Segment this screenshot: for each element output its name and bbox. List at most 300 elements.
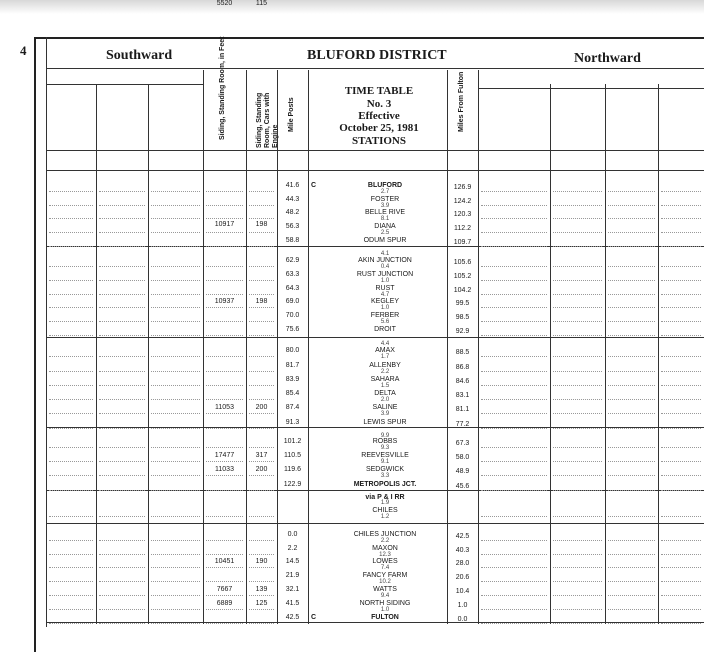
row-rule: [49, 294, 93, 295]
distance-label: 1.0: [380, 607, 390, 613]
row-rule: [206, 321, 243, 322]
station-name: LEWIS SPUR: [363, 419, 407, 426]
siding-feet: 11053: [215, 404, 234, 411]
distance-label: 1.0: [380, 305, 390, 311]
row-rule: [49, 191, 93, 192]
mile-post: 41.6: [285, 182, 300, 189]
distance-label: 2.5: [380, 230, 390, 236]
distance-label: 0.4: [380, 264, 390, 270]
siding-cars: 317: [255, 452, 268, 459]
row-rule: [553, 356, 602, 357]
row-rule: [608, 554, 655, 555]
row-rule: [553, 232, 602, 233]
row-rule: [608, 413, 655, 414]
row-rule: [553, 554, 602, 555]
mile-post: 2.2: [287, 545, 298, 552]
mile-post: 41.5: [285, 600, 300, 607]
station-name: FOSTER: [370, 196, 400, 203]
row-rule: [99, 232, 145, 233]
row-rule: [99, 609, 145, 610]
row-rule: [661, 540, 701, 541]
mile-post: 101.2: [283, 438, 302, 445]
row-rule: [206, 475, 243, 476]
station-name: BLUFORD: [367, 182, 403, 189]
timetable-effective: Effective: [358, 110, 400, 122]
row-rule: [661, 581, 701, 582]
row-rule: [661, 294, 701, 295]
station-name: AMAX: [375, 347, 395, 354]
row-rule: [553, 461, 602, 462]
row-rule: [206, 399, 243, 400]
siding-cars: 139: [255, 586, 268, 593]
distance-label: 1.9: [380, 500, 390, 506]
mile-post: 122.9: [283, 481, 302, 488]
station-name: LOWES: [372, 558, 398, 565]
row-rule: [608, 307, 655, 308]
siding-cars: 198: [255, 298, 268, 305]
row-rule: [151, 218, 200, 219]
row-rule: [553, 266, 602, 267]
miles-from-fulton: 126.9: [453, 184, 472, 191]
mile-post: 119.6: [284, 466, 301, 473]
distance-label: 1.2: [380, 514, 390, 520]
row-rule: [206, 191, 243, 192]
mile-post: 58.8: [285, 237, 300, 244]
row-rule: [553, 413, 602, 414]
row-rule: [481, 385, 547, 386]
station-name: ROBBS: [372, 438, 398, 445]
row-rule: [249, 385, 274, 386]
row-rule: [481, 356, 547, 357]
row-rule: [99, 490, 145, 491]
row-rule: [49, 321, 93, 322]
row-rule: [661, 335, 701, 336]
mile-post: 21.9: [285, 572, 300, 579]
row-rule: [151, 321, 200, 322]
row-rule: [661, 516, 701, 517]
station-marker: C: [311, 182, 317, 189]
siding-feet: 17477: [214, 452, 235, 459]
district-title: BLUFORD DISTRICT: [307, 48, 447, 63]
row-rule: [249, 428, 274, 429]
miles-from-fulton: 40.3: [455, 547, 470, 554]
row-rule: [481, 321, 547, 322]
mile-post: 69.0: [285, 298, 300, 305]
row-rule: [553, 399, 602, 400]
distance-label: 2.7: [380, 189, 390, 195]
distance-label: 9.9: [380, 433, 390, 439]
row-rule: [49, 540, 93, 541]
row-rule: [249, 266, 274, 267]
row-rule: [49, 232, 93, 233]
row-rule: [481, 554, 547, 555]
row-rule: [151, 623, 200, 624]
miles-from-fulton: 83.1: [455, 392, 470, 399]
row-rule: [553, 447, 602, 448]
row-rule: [99, 307, 145, 308]
row-rule: [553, 609, 602, 610]
mile-post: 91.3: [285, 419, 300, 426]
stations-heading: STATIONS: [351, 135, 406, 147]
miles-from-fulton: 112.2: [454, 225, 471, 232]
row-rule: [99, 554, 145, 555]
row-rule: [49, 205, 93, 206]
row-rule: [151, 371, 200, 372]
row-rule: [49, 385, 93, 386]
row-rule: [481, 413, 547, 414]
row-rule: [249, 371, 274, 372]
row-rule: [608, 356, 655, 357]
siding-feet: 10451: [214, 558, 235, 565]
page-number: 4: [20, 43, 27, 58]
row-rule: [249, 567, 274, 568]
row-rule: [249, 280, 274, 281]
row-rule: [151, 461, 200, 462]
row-rule: [206, 428, 243, 429]
row-rule: [249, 232, 274, 233]
distance-label: 3.3: [380, 473, 390, 479]
row-rule: [553, 218, 602, 219]
mile-post: 62.9: [285, 257, 300, 264]
row-rule: [99, 595, 145, 596]
miles-from-fulton: 99.5: [455, 300, 470, 307]
row-rule: [151, 595, 200, 596]
distance-label: 9.4: [380, 593, 390, 599]
row-rule: [608, 595, 655, 596]
row-rule: [481, 218, 547, 219]
row-rule: [249, 516, 274, 517]
siding-cars: 125: [255, 600, 268, 607]
scan-shadow: [0, 0, 704, 14]
row-rule: [553, 205, 602, 206]
miles-from-fulton: 77.2: [455, 421, 470, 428]
col-divider: [478, 70, 479, 624]
row-rule: [206, 218, 243, 219]
row-rule: [249, 554, 274, 555]
rule-left: [46, 37, 47, 627]
row-rule: [249, 356, 274, 357]
row-rule: [608, 321, 655, 322]
siding-feet: 7667: [216, 586, 233, 593]
row-rule: [608, 399, 655, 400]
mile-post: 75.6: [285, 326, 300, 333]
row-rule: [151, 540, 200, 541]
row-rule: [608, 191, 655, 192]
distance-label: 10.2: [379, 579, 391, 585]
row-rule: [608, 475, 655, 476]
mile-post: 42.5: [285, 614, 300, 621]
siding-feet: 10937: [214, 298, 235, 305]
row-rule: [151, 385, 200, 386]
row-rule: [151, 205, 200, 206]
row-rule: [661, 567, 701, 568]
row-rule: [206, 280, 243, 281]
row-rule: [661, 205, 701, 206]
row-rule: [481, 490, 547, 491]
row-rule: [249, 581, 274, 582]
row-rule: [49, 399, 93, 400]
miles-from-fulton: 48.9: [455, 468, 470, 475]
row-rule: [661, 399, 701, 400]
row-rule: [151, 232, 200, 233]
row-rule: [49, 567, 93, 568]
row-rule: [99, 356, 145, 357]
row-rule: [553, 307, 602, 308]
siding-feet: 11033: [215, 466, 234, 473]
row-rule: [49, 595, 93, 596]
distance-label: 12.3: [379, 552, 391, 558]
row-rule: [608, 385, 655, 386]
siding-feet: 6889: [216, 600, 233, 607]
row-rule: [661, 554, 701, 555]
row-rule: [151, 191, 200, 192]
distance-label: 1.0: [380, 278, 390, 284]
row-rule: [249, 609, 274, 610]
station-name: FULTON: [371, 614, 399, 621]
row-rule: [481, 581, 547, 582]
station-name: DELTA: [374, 390, 396, 397]
row-rule: [661, 218, 701, 219]
row-rule: [481, 475, 547, 476]
station-name: ALLENBY: [369, 362, 401, 369]
row-rule: [99, 218, 145, 219]
row-rule: [49, 371, 93, 372]
rule-subhead: [46, 84, 203, 85]
row-rule: [49, 307, 93, 308]
miles-from-fulton: 86.8: [455, 364, 470, 371]
row-rule: [249, 540, 274, 541]
row-rule: [151, 475, 200, 476]
miles-from-fulton: 92.9: [455, 328, 470, 335]
row-rule: [206, 461, 243, 462]
distance-label: 2.2: [380, 538, 390, 544]
distance-label: 2.2: [380, 369, 390, 375]
station-name: RUST JUNCTION: [356, 271, 414, 278]
rule-subhead: [478, 88, 704, 89]
row-rule: [608, 461, 655, 462]
mile-post: 110.5: [284, 452, 301, 459]
row-rule: [481, 540, 547, 541]
row-rule: [481, 623, 547, 624]
row-rule: [206, 595, 243, 596]
row-rule: [99, 191, 145, 192]
row-rule: [151, 554, 200, 555]
row-rule: [661, 232, 701, 233]
miles-from-fulton: 67.3: [455, 440, 470, 447]
row-rule: [553, 490, 602, 491]
row-rule: [151, 428, 200, 429]
row-rule: [553, 581, 602, 582]
miles-from-fulton: 84.6: [455, 378, 470, 385]
station-name: ODUM SPUR: [363, 237, 407, 244]
row-rule: [151, 307, 200, 308]
row-rule: [249, 218, 274, 219]
miles-from-fulton: 124.2: [453, 198, 472, 205]
miles-from-fulton: 58.0: [455, 454, 470, 461]
siding-cars: 200: [255, 466, 268, 473]
station-name: CHILES JUNCTION: [353, 531, 417, 538]
timetable-title: TIME TABLE: [344, 85, 414, 97]
mile-post: 48.2: [285, 209, 300, 216]
row-rule: [99, 540, 145, 541]
row-rule: [608, 581, 655, 582]
row-rule: [49, 413, 93, 414]
col-miles-from-fulton: Miles From Fulton: [458, 71, 465, 132]
row-rule: [481, 191, 547, 192]
col-siding-cars: Siding, Standing Room, Cars with Engine: [256, 92, 279, 148]
row-rule: [608, 335, 655, 336]
row-rule: [249, 447, 274, 448]
mile-post: 64.3: [285, 285, 300, 292]
row-rule: [99, 385, 145, 386]
distance-label: 8.1: [380, 216, 390, 222]
row-rule: [249, 461, 274, 462]
row-rule: [49, 516, 93, 517]
row-rule: [661, 321, 701, 322]
row-rule: [481, 609, 547, 610]
row-rule: [661, 246, 701, 247]
row-rule: [206, 356, 243, 357]
col-mile-posts: Mile Posts: [288, 97, 295, 132]
col-divider: [96, 84, 97, 624]
miles-from-fulton: 105.6: [453, 259, 472, 266]
station-name: NORTH SIDING: [359, 600, 411, 607]
miles-from-fulton: 20.6: [455, 574, 470, 581]
station-name: KEGLEY: [370, 298, 399, 305]
row-rule: [553, 623, 602, 624]
row-rule: [608, 246, 655, 247]
row-rule: [206, 246, 243, 247]
row-rule: [151, 399, 200, 400]
station-name: AKIN JUNCTION: [358, 257, 412, 264]
row-rule: [481, 232, 547, 233]
row-rule: [49, 490, 93, 491]
row-rule: [661, 371, 701, 372]
siding-cars: 200: [255, 404, 268, 411]
row-rule: [206, 335, 243, 336]
mile-post: 81.7: [285, 362, 300, 369]
row-rule: [608, 232, 655, 233]
row-rule: [481, 595, 547, 596]
row-rule: [608, 447, 655, 448]
row-rule: [99, 475, 145, 476]
distance-label: 9.1: [380, 459, 390, 465]
row-rule: [661, 447, 701, 448]
row-rule: [49, 266, 93, 267]
col-divider: [308, 70, 309, 624]
row-rule: [608, 294, 655, 295]
row-rule: [608, 371, 655, 372]
row-rule: [553, 246, 602, 247]
row-rule: [249, 490, 274, 491]
row-rule: [249, 413, 274, 414]
mile-post: 83.9: [285, 376, 300, 383]
row-rule: [49, 623, 93, 624]
row-rule: [481, 371, 547, 372]
row-rule: [481, 205, 547, 206]
row-rule: [49, 428, 93, 429]
mile-post: 70.0: [285, 312, 300, 319]
siding-feet: 10917: [214, 221, 235, 228]
row-rule: [481, 266, 547, 267]
row-rule: [481, 335, 547, 336]
row-rule: [206, 447, 243, 448]
row-rule: [151, 413, 200, 414]
row-rule: [99, 623, 145, 624]
row-rule: [661, 191, 701, 192]
row-rule: [206, 540, 243, 541]
station-name: METROPOLIS JCT.: [353, 481, 417, 488]
row-rule: [608, 205, 655, 206]
siding-cars: 190: [255, 558, 268, 565]
row-rule: [49, 356, 93, 357]
rule-group: [46, 523, 704, 524]
row-rule: [661, 280, 701, 281]
row-rule: [99, 413, 145, 414]
row-rule: [661, 413, 701, 414]
row-rule: [99, 280, 145, 281]
row-rule: [99, 321, 145, 322]
row-rule: [249, 475, 274, 476]
station-marker: C: [311, 614, 317, 621]
row-rule: [661, 623, 701, 624]
station-name: RUST: [375, 285, 395, 292]
distance-label: 7.4: [380, 565, 390, 571]
row-rule: [661, 356, 701, 357]
row-rule: [99, 294, 145, 295]
row-rule: [99, 516, 145, 517]
row-rule: [608, 428, 655, 429]
row-rule: [151, 356, 200, 357]
row-rule: [249, 399, 274, 400]
row-rule: [553, 475, 602, 476]
mile-post: 87.4: [285, 404, 300, 411]
row-rule: [553, 567, 602, 568]
distance-label: 9.3: [380, 445, 390, 451]
distance-label: 4.7: [380, 292, 390, 298]
row-rule: [481, 461, 547, 462]
miles-from-fulton: 81.1: [455, 406, 470, 413]
row-rule: [553, 335, 602, 336]
rule-group: [46, 337, 704, 338]
row-rule: [206, 567, 243, 568]
row-rule: [553, 516, 602, 517]
row-rule: [99, 266, 145, 267]
station-name: DIANA: [374, 223, 396, 230]
row-rule: [553, 595, 602, 596]
rule-header: [46, 68, 704, 69]
row-rule: [249, 307, 274, 308]
col-divider: [246, 70, 247, 624]
row-rule: [249, 623, 274, 624]
col-divider: [550, 84, 551, 624]
row-rule: [608, 609, 655, 610]
row-rule: [553, 428, 602, 429]
northward-heading: Northward: [574, 51, 641, 66]
siding-feet: 5520: [216, 0, 233, 7]
row-rule: [49, 447, 93, 448]
row-rule: [249, 321, 274, 322]
mile-post: 0.0: [287, 531, 298, 538]
row-rule: [49, 335, 93, 336]
row-rule: [151, 609, 200, 610]
timetable-number: No. 3: [366, 98, 392, 110]
route-note: via P & I RR: [365, 494, 405, 501]
row-rule: [553, 385, 602, 386]
station-name: WATTS: [373, 586, 397, 593]
row-rule: [99, 581, 145, 582]
row-rule: [151, 246, 200, 247]
